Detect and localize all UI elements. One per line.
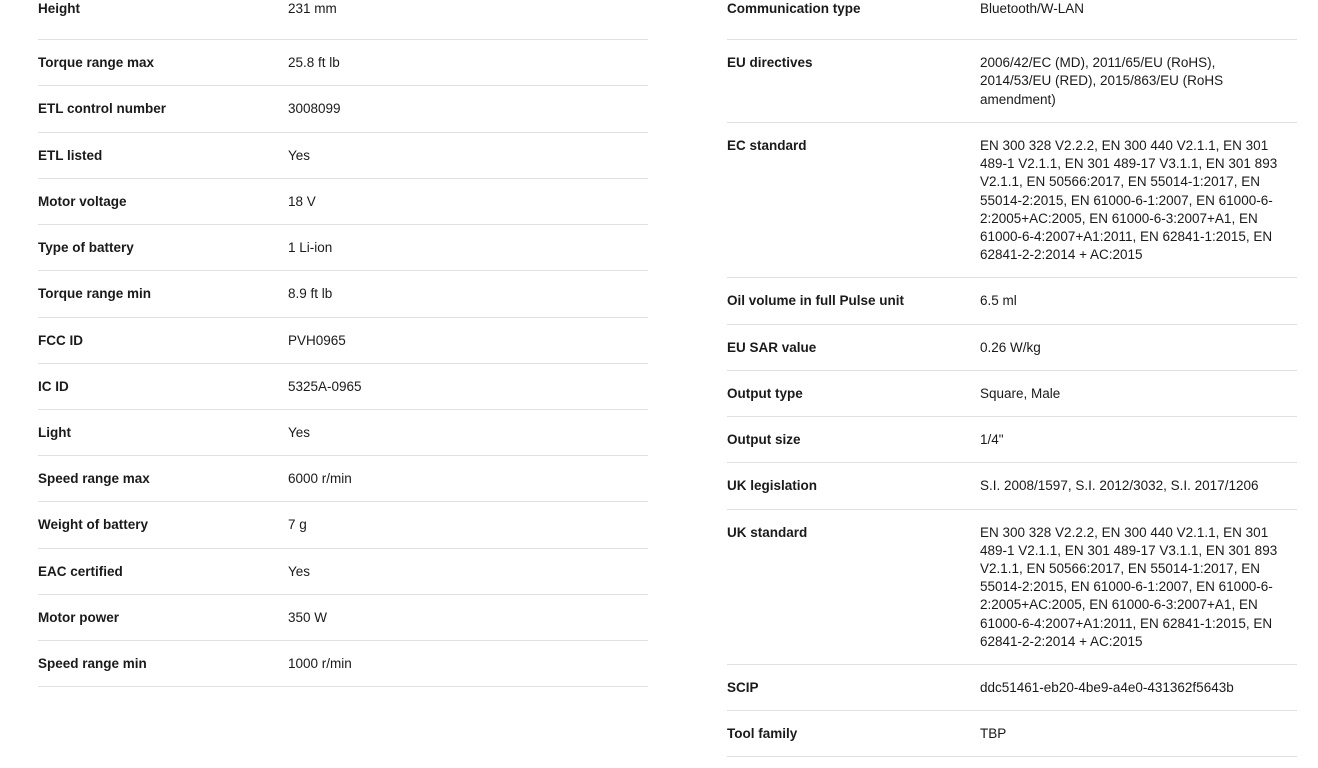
spec-value: 231 mm [288,1,337,16]
spec-row [38,86,648,132]
spec-label: EAC certified [38,563,123,579]
spec-value: 1/4" [980,432,1004,448]
spec-label: Motor voltage [38,193,127,209]
spec-row [38,595,648,641]
spec-value: 3008099 [288,101,341,117]
spec-value: 350 W [288,609,328,625]
spec-label: ETL control number [38,101,167,117]
spec-value: Square, Male [980,385,1061,401]
spec-value: 1 Li-ion [288,240,333,256]
spec-label: ETL listed [38,147,103,163]
spec-row [727,325,1297,371]
spec-row [727,0,1297,40]
spec-row [727,510,1297,666]
spec-value: 0.26 W/kg [980,339,1041,355]
spec-value: Yes [288,147,311,163]
spec-label: Speed range min [38,656,147,672]
spec-value: EN 300 328 V2.2.2, EN 300 440 V2.1.1, EN 301 489-1 V2.1.1, EN 301 489-17 V3.1.1, EN 301 893 V2.1.1, EN 50566:2017, EN 55014-1:2017, EN 55014-2:2015, EN 61000-6-1:2007, EN 61000-6-2:2005+AC:2005, EN 61000-6-3:2007+A1, EN 61000-6-4:2007+A1:2011, EN 62841-1:2015, EN 62841-2-2:2014 + AC:2015 [980,137,1278,263]
spec-label: FCC ID [38,332,83,348]
spec-row [38,549,648,595]
spec-label: Type of battery [38,240,134,256]
spec-label: Weight of battery [38,517,149,533]
spec-row [727,278,1297,324]
spec-value: 7 g [288,517,307,533]
spec-value: 8.9 ft lb [288,286,333,302]
spec-row [38,271,648,317]
spec-label: Light [38,424,71,440]
spec-row [38,179,648,225]
spec-label: Motor power [38,609,119,625]
spec-value: EN 300 328 V2.2.2, EN 300 440 V2.1.1, EN 301 489-1 V2.1.1, EN 301 489-17 V3.1.1, EN 301 893 V2.1.1, EN 50566:2017, EN 55014-1:2017, EN 55014-2:2015, EN 61000-6-1:2007, EN 61000-6-2:2005+AC:2005, EN 61000-6-3:2007+A1, EN 61000-6-4:2007+A1:2011, EN 62841-1:2015, EN 62841-2-2:2014 + AC:2015 [980,524,1278,649]
spec-label: Torque range min [38,286,152,302]
spec-label: EU SAR value [727,339,817,355]
spec-value: 18 V [288,193,316,209]
spec-label: Output size [727,432,801,448]
spec-value: ddc51461-eb20-4be9-a4e0-431362f5643b [980,680,1234,696]
spec-row [727,417,1297,463]
spec-label: Output type [727,385,803,401]
spec-row [727,711,1297,757]
spec-label: EU directives [727,55,813,71]
spec-row [38,456,648,502]
spec-value: 1000 r/min [288,656,352,672]
spec-label: Height [38,1,80,16]
spec-label: UK legislation [727,478,818,494]
specifications-right-column [727,0,1297,768]
spec-value: Yes [288,563,311,579]
spec-row [38,40,648,86]
spec-value: Bluetooth/W-LAN [980,1,1085,16]
spec-row [38,641,648,687]
spec-value: 6000 r/min [288,471,352,487]
spec-value: S.I. 2008/1597, S.I. 2012/3032, S.I. 2017/1206 [980,478,1259,494]
spec-value: 6.5 ml [980,293,1017,309]
specifications-left-column [38,0,648,768]
spec-row [38,225,648,271]
spec-value: 5325A-0965 [288,378,362,394]
spec-row [727,40,1297,123]
spec-row [38,133,648,179]
spec-label: Torque range max [38,55,155,71]
spec-value: 25.8 ft lb [288,55,340,71]
spec-label: Communication type [727,1,861,16]
spec-label: Tool family [727,726,798,742]
spec-row [38,318,648,364]
spec-row [38,410,648,456]
spec-label: Oil volume in full Pulse unit [727,293,905,309]
spec-row [38,0,648,40]
spec-label: IC ID [38,378,69,394]
spec-row [727,371,1297,417]
spec-row [727,665,1297,711]
spec-row [38,502,648,548]
spec-value: PVH0965 [288,332,346,348]
spec-row [727,463,1297,509]
spec-value: Yes [288,424,311,440]
spec-row [38,364,648,410]
spec-value: TBP [980,726,1007,742]
spec-label: EC standard [727,137,807,153]
spec-label: UK standard [727,524,808,540]
spec-label: Speed range max [38,471,150,487]
spec-value: 2006/42/EC (MD), 2011/65/EU (RoHS), 2014/53/EU (RED), 2015/863/EU (RoHS amendment) [980,55,1224,107]
spec-row [727,123,1297,279]
spec-label: SCIP [727,680,759,696]
